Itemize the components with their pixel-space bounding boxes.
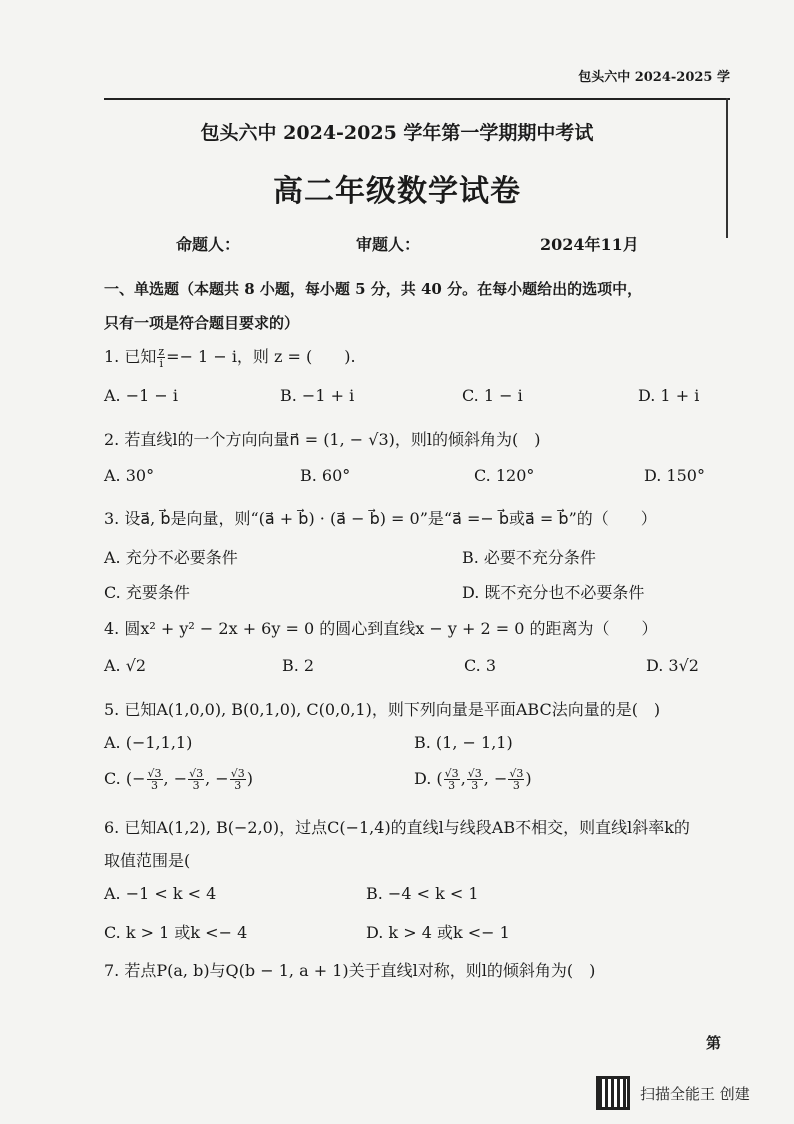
q5-d-frac-3 <box>508 768 524 791</box>
frac-num: √3 <box>509 767 524 780</box>
frac-num: √3 <box>189 767 204 780</box>
question-3-stem: 3. 设a⃗, b⃗是向量，则“(a⃗ + b⃗) · (a⃗ − b⃗) = 0”是“a⃗ =− b⃗或a⃗ = b⃗”的（ ） <box>104 509 657 528</box>
q5-d-label: D. ( <box>414 769 443 788</box>
scanner-text: 扫描全能王 创建 <box>640 1084 750 1103</box>
exam-date: 2024年11月 <box>540 235 639 254</box>
exam-title: 包头六中 2024-2025 学年第一学期期中考试 <box>200 122 594 144</box>
q1-option-a: A. −1 − i <box>104 386 179 405</box>
q4-option-a: A. √2 <box>104 656 147 675</box>
q6-option-b: B. −4 < k < 1 <box>366 884 479 903</box>
frac-den: 3 <box>151 779 158 792</box>
q5-option-b: B. (1, − 1,1) <box>414 733 513 752</box>
frac-num: √3 <box>444 767 459 780</box>
frac-den: 3 <box>234 779 242 792</box>
header-rule <box>104 98 730 100</box>
frac-den: 3 <box>471 779 479 792</box>
q2-option-b: B. 60° <box>300 466 351 485</box>
qr-code-icon <box>596 1076 630 1110</box>
sep: , <box>460 769 466 788</box>
q6-option-d: D. k > 4 或k <− 1 <box>366 923 510 942</box>
section-heading <box>104 272 714 340</box>
question-4-stem: 4. 圆x² + y² − 2x + 6y = 0 的圆心到直线x − y + 2 = 0 的距离为（ ） <box>104 619 658 638</box>
q6-option-a: A. −1 < k < 4 <box>104 884 217 903</box>
setter-label: 命题人： <box>176 235 241 254</box>
question-1-stem <box>104 344 356 369</box>
q1-stem-pre: 1. 已知 <box>104 347 157 366</box>
q5-option-a: A. (−1,1,1) <box>104 733 193 752</box>
q3-option-a: A. 充分不必要条件 <box>104 548 238 567</box>
q5-c-frac-2 <box>188 768 204 791</box>
frac-den: 3 <box>512 779 520 792</box>
q1-frac-num: z <box>158 345 165 358</box>
question-6-stem-line2: 取值范围是( <box>104 851 207 870</box>
frac-num: √3 <box>467 767 482 780</box>
q4-option-d: D. 3√2 <box>646 656 699 675</box>
sep: , − <box>163 769 188 788</box>
frac-den: 3 <box>192 779 200 792</box>
q5-d-frac-2 <box>467 768 483 791</box>
q1-frac-den: i <box>159 357 164 370</box>
frac-num: √3 <box>147 767 162 780</box>
q3-option-d: D. 既不充分也不必要条件 <box>462 583 645 602</box>
q5-c-frac-1 <box>147 768 163 791</box>
q1-fraction <box>157 346 165 369</box>
question-6-stem-line1: 6. 已知A(1,2), B(−2,0)，过点C(−1,4)的直线l与线段AB不相交，则直线l斜率k的 <box>104 818 690 837</box>
q2-option-a: A. 30° <box>104 466 155 485</box>
question-7-stem: 7. 若点P(a, b)与Q(b − 1, a + 1)关于直线l对称，则l的倾斜角为( ) <box>104 961 596 980</box>
sep: , − <box>205 769 229 788</box>
q1-stem-post: =− 1 − i，则 z = ( ). <box>166 347 356 366</box>
close-paren: ) <box>246 769 253 788</box>
q3-option-b: B. 必要不充分条件 <box>462 548 596 567</box>
q1-option-c: C. 1 − i <box>462 386 523 405</box>
section-heading-line2: 只有一项是符合题目要求的） <box>104 314 300 332</box>
q1-option-d: D. 1 + i <box>638 386 700 405</box>
q4-option-c: C. 3 <box>464 656 497 675</box>
q5-c-frac-3 <box>230 768 246 791</box>
q3-option-c: C. 充要条件 <box>104 583 190 602</box>
paper-title: 高二年级数学试卷 <box>273 174 521 209</box>
q6-option-c: C. k > 1 或k <− 4 <box>104 923 248 942</box>
q5-d-frac-1 <box>444 768 460 791</box>
q5-c-label: C. (− <box>104 769 146 788</box>
q1-option-b: B. −1 + i <box>280 386 355 405</box>
sep: , − <box>483 769 508 788</box>
q2-option-c: C. 120° <box>474 466 535 485</box>
frac-num: √3 <box>230 767 245 780</box>
question-2-stem: 2. 若直线l的一个方向向量n⃗ = (1, − √3)，则l的倾斜角为( ) <box>104 430 541 449</box>
frac-den: 3 <box>448 779 456 792</box>
q5-option-c <box>104 768 253 791</box>
reviewer-label: 审题人： <box>356 235 421 254</box>
page-label: 第 <box>706 1034 722 1052</box>
question-5-stem: 5. 已知A(1,0,0), B(0,1,0), C(0,0,1)，则下列向量是平面ABC法向量的是( ) <box>104 700 661 719</box>
close-paren: ) <box>525 769 532 788</box>
scanner-watermark <box>596 1076 750 1110</box>
running-head: 包头六中 2024-2025 学 <box>578 70 730 85</box>
section-heading-line1: 一、单选题（本题共 8 小题，每小题 5 分，共 40 分。在每小题给出的选项中， <box>104 280 643 298</box>
q2-option-d: D. 150° <box>644 466 705 485</box>
q4-option-b: B. 2 <box>282 656 315 675</box>
q5-option-d <box>414 768 532 791</box>
